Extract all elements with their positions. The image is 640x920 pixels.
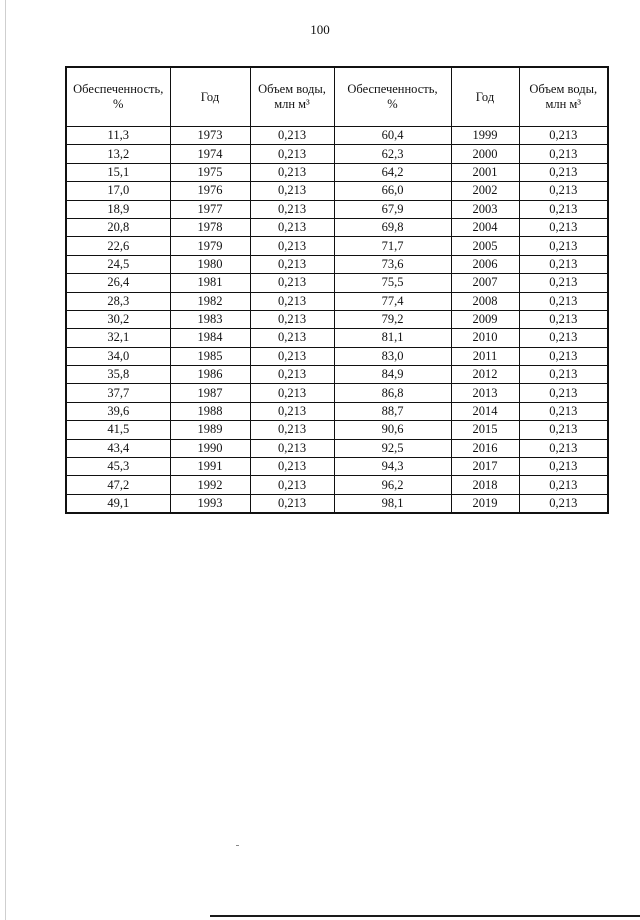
table-cell: 20,8 — [66, 218, 170, 236]
table-cell: 71,7 — [334, 237, 451, 255]
table-header-row — [66, 67, 608, 127]
table-cell: 0,213 — [519, 494, 608, 513]
table-cell: 0,213 — [250, 145, 334, 163]
header-line: Объем воды, — [529, 82, 598, 96]
table-cell: 94,3 — [334, 458, 451, 476]
table-cell: 0,213 — [519, 402, 608, 420]
table-cell: 0,213 — [250, 127, 334, 145]
table-cell: 1993 — [170, 494, 250, 513]
table-cell: 0,213 — [250, 439, 334, 457]
table-cell: 0,213 — [519, 458, 608, 476]
table-cell: 0,213 — [519, 182, 608, 200]
table-cell: 0,213 — [519, 237, 608, 255]
header-line: млн м³ — [545, 97, 582, 111]
table-cell: 60,4 — [334, 127, 451, 145]
table-cell: 34,0 — [66, 347, 170, 365]
table-cell: 0,213 — [519, 310, 608, 328]
table-row — [66, 237, 608, 255]
table-cell: 15,1 — [66, 163, 170, 181]
table-cell: 45,3 — [66, 458, 170, 476]
table-cell: 41,5 — [66, 421, 170, 439]
page-number: 100 — [310, 22, 330, 37]
header-line: Объем воды, — [258, 82, 326, 96]
table-cell: 73,6 — [334, 255, 451, 273]
table-cell: 1999 — [451, 127, 519, 145]
table-cell: 1984 — [170, 329, 250, 347]
table-cell: 2008 — [451, 292, 519, 310]
table-cell: 62,3 — [334, 145, 451, 163]
table-cell: 0,213 — [250, 476, 334, 494]
table-cell: 81,1 — [334, 329, 451, 347]
table-cell: 1976 — [170, 182, 250, 200]
table-row — [66, 274, 608, 292]
table-cell: 0,213 — [519, 384, 608, 402]
water-supply-table — [65, 66, 609, 514]
table-cell: 2012 — [451, 366, 519, 384]
table-cell: 92,5 — [334, 439, 451, 457]
table-cell: 2004 — [451, 218, 519, 236]
table-cell: 83,0 — [334, 347, 451, 365]
table-cell: 37,7 — [66, 384, 170, 402]
table-cell: 0,213 — [519, 255, 608, 273]
table-cell: 0,213 — [250, 347, 334, 365]
header-cell — [170, 67, 250, 127]
table-cell: 96,2 — [334, 476, 451, 494]
header-line: Обеспеченность, — [73, 82, 164, 96]
table-cell: 79,2 — [334, 310, 451, 328]
table-cell: 1990 — [170, 439, 250, 457]
table-cell: 18,9 — [66, 200, 170, 218]
table-cell: 0,213 — [519, 439, 608, 457]
table-cell: 30,2 — [66, 310, 170, 328]
table-row — [66, 310, 608, 328]
header-cell — [334, 67, 451, 127]
table-row — [66, 347, 608, 365]
table-cell: 1985 — [170, 347, 250, 365]
table-cell: 0,213 — [250, 310, 334, 328]
table-cell: 0,213 — [519, 218, 608, 236]
table-cell: 22,6 — [66, 237, 170, 255]
table-cell: 0,213 — [250, 182, 334, 200]
table-cell: 0,213 — [519, 163, 608, 181]
table-cell: 1992 — [170, 476, 250, 494]
table-row — [66, 127, 608, 145]
table-cell: 0,213 — [519, 127, 608, 145]
table-cell: 13,2 — [66, 145, 170, 163]
table-cell: 0,213 — [250, 366, 334, 384]
table-cell: 28,3 — [66, 292, 170, 310]
table-cell: 0,213 — [250, 237, 334, 255]
table-cell: 0,213 — [250, 292, 334, 310]
table-row — [66, 402, 608, 420]
table-row — [66, 218, 608, 236]
table-cell: 26,4 — [66, 274, 170, 292]
table-row — [66, 145, 608, 163]
table-cell: 1991 — [170, 458, 250, 476]
scan-speck — [236, 845, 239, 846]
table-cell: 0,213 — [250, 384, 334, 402]
table-cell: 0,213 — [519, 476, 608, 494]
table-cell: 69,8 — [334, 218, 451, 236]
table-cell: 2010 — [451, 329, 519, 347]
table-cell: 32,1 — [66, 329, 170, 347]
table-cell: 35,8 — [66, 366, 170, 384]
header-cell — [451, 67, 519, 127]
table-cell: 0,213 — [519, 329, 608, 347]
table-row — [66, 163, 608, 181]
table-row — [66, 458, 608, 476]
table-cell: 67,9 — [334, 200, 451, 218]
table-cell: 98,1 — [334, 494, 451, 513]
table-cell: 0,213 — [250, 200, 334, 218]
table-cell: 84,9 — [334, 366, 451, 384]
table-cell: 66,0 — [334, 182, 451, 200]
table-cell: 0,213 — [519, 292, 608, 310]
table-cell: 0,213 — [250, 329, 334, 347]
table-cell: 1983 — [170, 310, 250, 328]
header-line: Год — [200, 89, 220, 104]
table-cell: 2011 — [451, 347, 519, 365]
table-cell: 0,213 — [250, 494, 334, 513]
table-cell: 2005 — [451, 237, 519, 255]
table-cell: 2016 — [451, 439, 519, 457]
table-cell: 1979 — [170, 237, 250, 255]
table-cell: 77,4 — [334, 292, 451, 310]
table-cell: 2001 — [451, 163, 519, 181]
table-cell: 0,213 — [250, 458, 334, 476]
table-cell: 1978 — [170, 218, 250, 236]
table-cell: 0,213 — [250, 402, 334, 420]
table-cell: 0,213 — [250, 218, 334, 236]
table-row — [66, 366, 608, 384]
table-cell: 75,5 — [334, 274, 451, 292]
table-cell: 2013 — [451, 384, 519, 402]
table-cell: 0,213 — [519, 145, 608, 163]
table-cell: 2018 — [451, 476, 519, 494]
header-line: % — [113, 97, 124, 111]
table-cell: 0,213 — [250, 163, 334, 181]
table-cell: 0,213 — [519, 274, 608, 292]
table-cell: 1988 — [170, 402, 250, 420]
table-cell: 2017 — [451, 458, 519, 476]
table-row — [66, 292, 608, 310]
table-row — [66, 439, 608, 457]
table-cell: 0,213 — [250, 274, 334, 292]
table-row — [66, 200, 608, 218]
table-cell: 1981 — [170, 274, 250, 292]
table-cell: 64,2 — [334, 163, 451, 181]
table-cell: 0,213 — [250, 255, 334, 273]
table-cell: 0,213 — [519, 200, 608, 218]
header-line: млн м³ — [274, 97, 310, 111]
table-cell: 2006 — [451, 255, 519, 273]
table-row — [66, 255, 608, 273]
table-cell: 1986 — [170, 366, 250, 384]
table-cell: 1980 — [170, 255, 250, 273]
table-cell: 2007 — [451, 274, 519, 292]
table-cell: 2003 — [451, 200, 519, 218]
header-line: Год — [475, 89, 495, 104]
table-cell: 2000 — [451, 145, 519, 163]
table-cell: 24,5 — [66, 255, 170, 273]
table-row — [66, 476, 608, 494]
table-row — [66, 384, 608, 402]
table-cell: 2019 — [451, 494, 519, 513]
table-cell: 39,6 — [66, 402, 170, 420]
table-cell: 2009 — [451, 310, 519, 328]
table-cell: 1982 — [170, 292, 250, 310]
table-cell: 17,0 — [66, 182, 170, 200]
table-row — [66, 329, 608, 347]
table-cell: 49,1 — [66, 494, 170, 513]
table-row — [66, 182, 608, 200]
table-cell: 1975 — [170, 163, 250, 181]
table-cell: 0,213 — [519, 366, 608, 384]
table-row — [66, 421, 608, 439]
table-cell: 2014 — [451, 402, 519, 420]
table-body — [66, 127, 608, 514]
scan-edge-line — [5, 0, 6, 920]
header-cell — [519, 67, 608, 127]
table-cell: 47,2 — [66, 476, 170, 494]
header-line: Обеспеченность, — [347, 82, 438, 96]
table-cell: 90,6 — [334, 421, 451, 439]
table-cell: 1977 — [170, 200, 250, 218]
header-line: % — [387, 97, 398, 111]
header-cell — [250, 67, 334, 127]
table-cell: 2002 — [451, 182, 519, 200]
header-cell — [66, 67, 170, 127]
table-cell: 1987 — [170, 384, 250, 402]
scan-bottom-edge — [210, 915, 640, 917]
table-cell: 2015 — [451, 421, 519, 439]
table-cell: 1974 — [170, 145, 250, 163]
table-cell: 0,213 — [519, 421, 608, 439]
table-cell: 43,4 — [66, 439, 170, 457]
table-cell: 0,213 — [250, 421, 334, 439]
table-cell: 1989 — [170, 421, 250, 439]
table-cell: 1973 — [170, 127, 250, 145]
table-cell: 88,7 — [334, 402, 451, 420]
table-row — [66, 494, 608, 513]
table-cell: 86,8 — [334, 384, 451, 402]
table-cell: 11,3 — [66, 127, 170, 145]
table-cell: 0,213 — [519, 347, 608, 365]
